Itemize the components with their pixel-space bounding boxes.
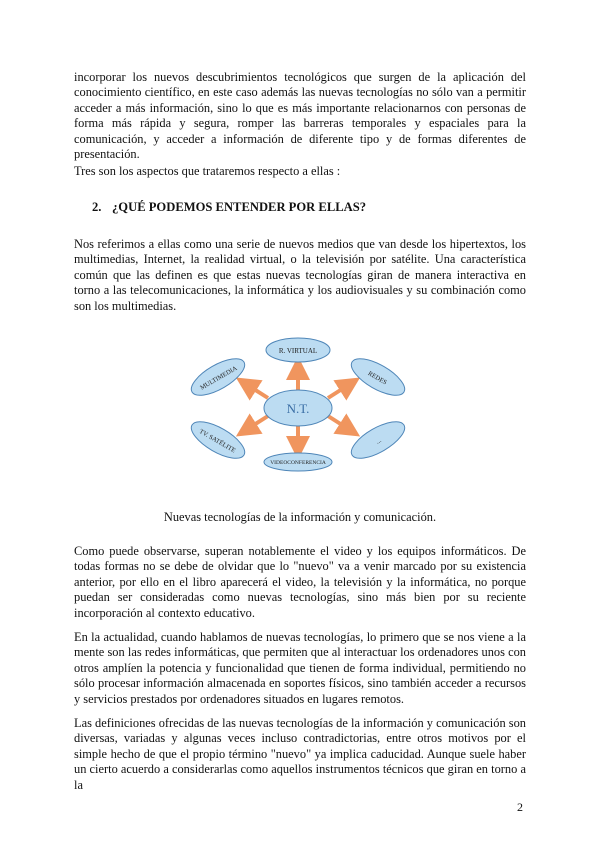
arrow-up-right	[328, 384, 350, 398]
node-top-left	[186, 352, 250, 403]
node-center	[264, 390, 332, 426]
new-technologies-diagram	[180, 332, 440, 472]
arrow-up-left	[246, 384, 268, 398]
node-top-right	[346, 352, 410, 403]
paragraph-definitions: Las definiciones ofrecidas de las nuevas tecnologías de la información y comunicación son diversas, variadas y algunas veces incluso contradictorias, entre otros motivos por el simple hecho de que el propio término "nuevo" ya implica caducidad. Aunque suele haber un cierto acuerdo a considerarlas como aquellos instrumentos técnicos que giran en torno a la	[74, 716, 526, 792]
node-bottom-right	[346, 415, 410, 466]
node-bottom-label: VIDEOCONFERENCIA	[270, 460, 326, 466]
node-top-right-label: REDES	[366, 370, 388, 387]
paragraph-networks: En la actualidad, cuando hablamos de nuevas tecnologías, lo primero que se nos viene a la mente son las redes informáticas, que permiten que al interactuar los ordenadores unos con otros amplíen la potencia y funcionalidad que tienen de forma individual, permitiendo no sólo procesar información almacenada en soportes físicos, sino también acceder a recursos y servicios prestados por ordenadores situados en lugares remotos.	[74, 630, 526, 706]
paragraph-definition: Nos referimos a ellas como una serie de nuevos medios que van desde los hipertextos, los multimedias, Internet, la realidad virtual, o la televisión por satélite. Una característica común que las definen es que estas nuevas tecnologías giran de manera interactiva en torno a las telecomunicaciones, la informática y los audiovisuales y su combinación como son los multimedias.	[74, 237, 526, 313]
node-bottom-left	[186, 415, 250, 466]
node-bottom-left-label: TV. SATÉLITE	[197, 428, 237, 455]
node-top-left-label: MULTIMEDIA	[199, 364, 239, 392]
section-title: ¿QUÉ PODEMOS ENTENDER POR ELLAS?	[112, 200, 367, 214]
node-bottom-right-label: ...	[374, 437, 383, 446]
node-bottom	[264, 453, 332, 471]
arrow-down-left	[246, 416, 268, 430]
node-top	[266, 338, 330, 362]
section-heading	[92, 200, 366, 215]
paragraph-intro: incorporar los nuevos descubrimientos tecnológicos que surgen de la aplicación del conocimiento científico, en este caso además las nuevas tecnologías no sólo van a permitir acceder a más información, sino lo que es más importante relacionarnos con personas de forma más rápida y segura, romper las barreras temporales y espaciales para la comunicación, y acceder a información de diferente tipo y de formas diferentes de presentación.	[74, 70, 526, 162]
paragraph-aspects: Tres son los aspectos que trataremos respecto a ellas :	[74, 164, 341, 178]
figure-caption: Nuevas tecnologías de la información y comunicación.	[163, 510, 437, 524]
page-number: 2	[517, 800, 523, 814]
node-top-label: R. VIRTUAL	[278, 347, 318, 355]
section-number: 2.	[92, 200, 102, 214]
center-label: N.T.	[286, 401, 310, 416]
paragraph-observation: Como puede observarse, superan notablemente el video y los equipos informáticos. De todas formas no se debe de olvidar que lo "nuevo" va a venir marcado por su existencia anterior, por ello en el libro aparecerá el video, la televisión y la informática, no porque puedan ser consideradas como nuevas tecnologías, sino más bien por su reciente incorporación al contexto educativo.	[74, 544, 526, 620]
arrow-down-right	[328, 416, 350, 430]
